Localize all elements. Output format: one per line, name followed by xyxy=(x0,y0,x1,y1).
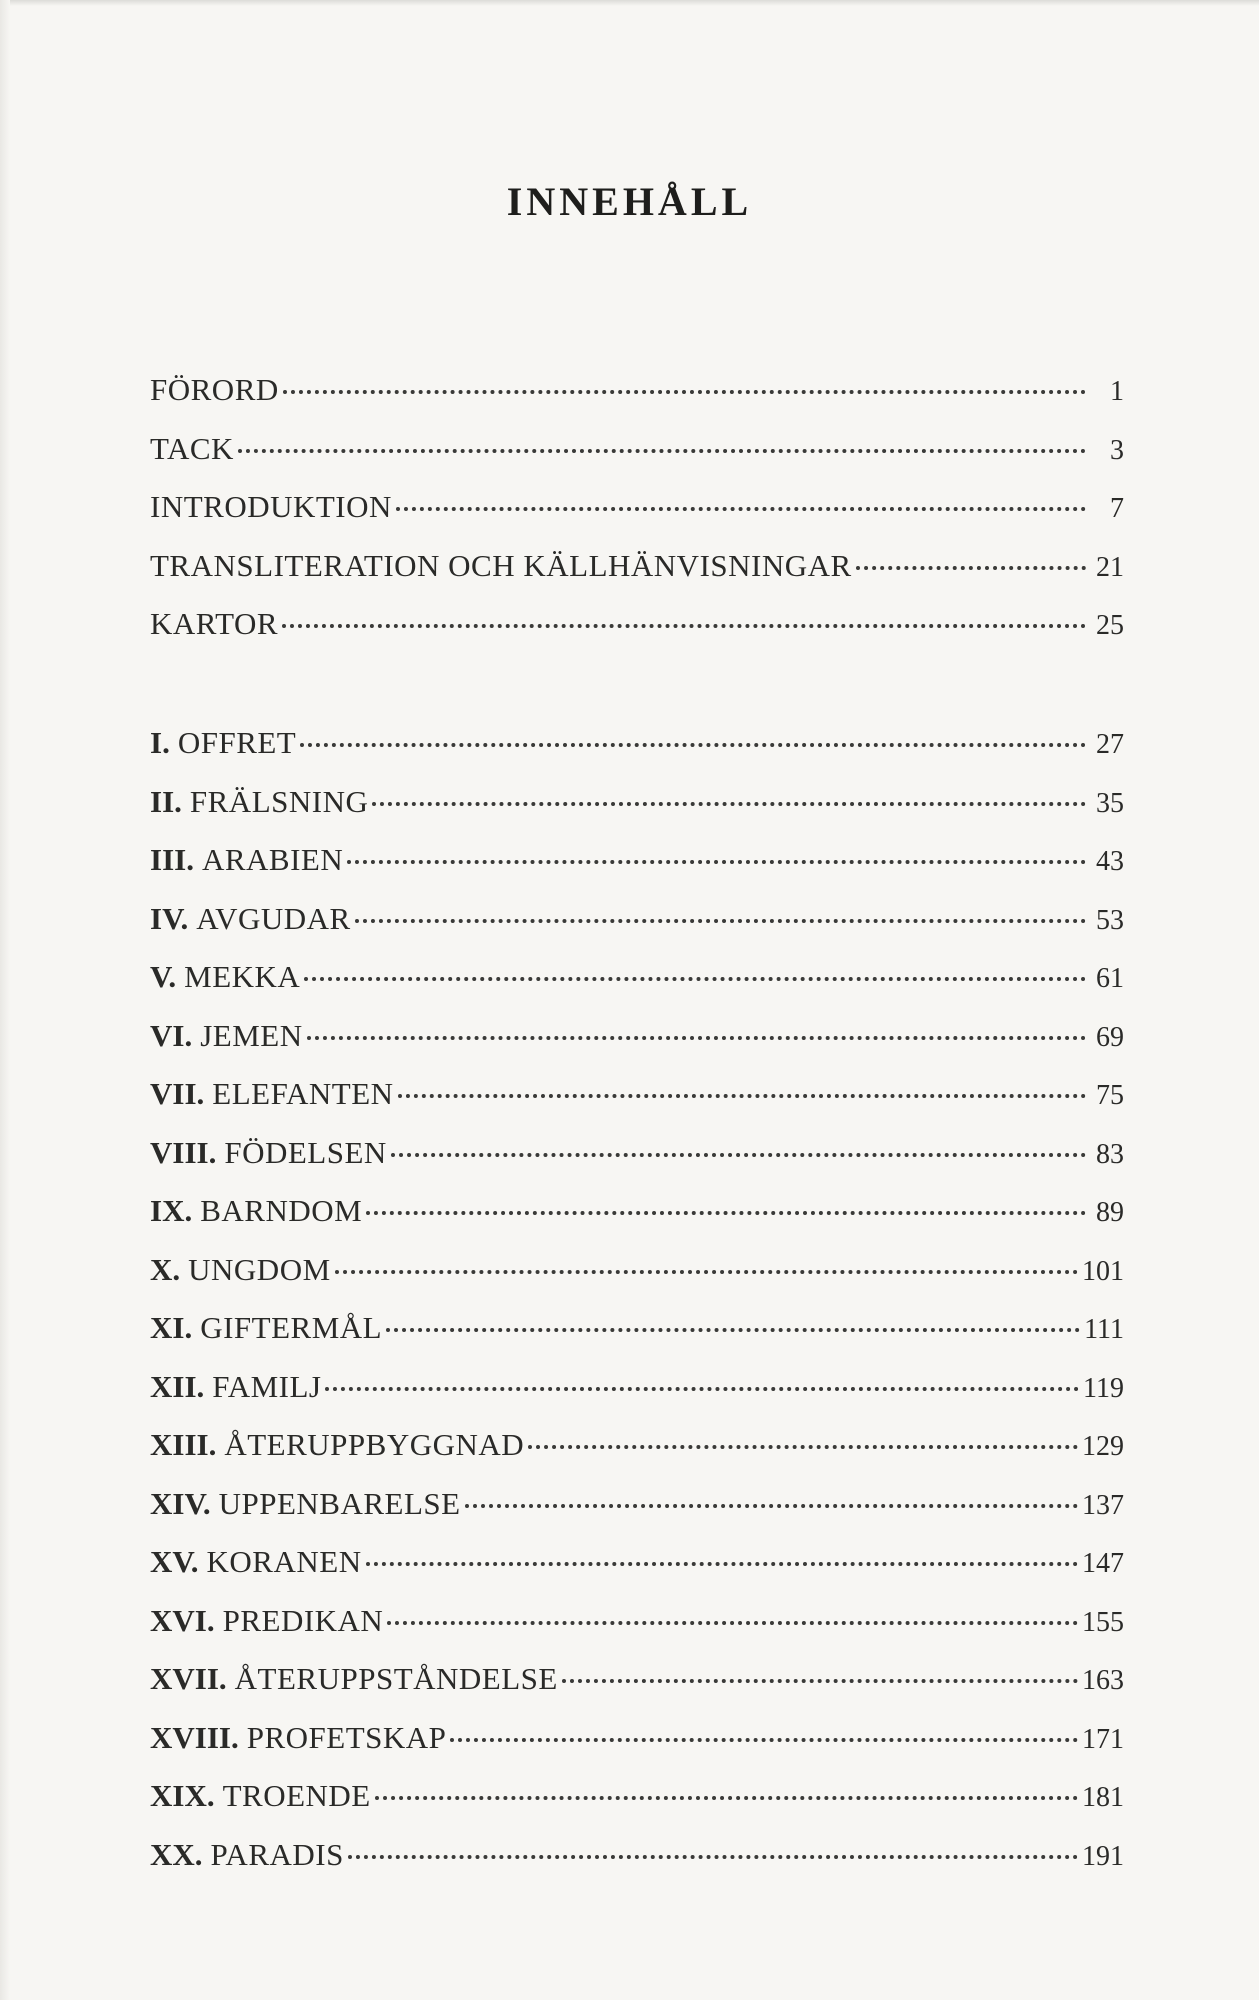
dot-leader xyxy=(355,919,1086,923)
page-number: 53 xyxy=(1096,904,1124,936)
entry-title: MEKKA xyxy=(184,959,301,994)
page-number: 7 xyxy=(1110,493,1124,524)
entry-title: AVGUDAR xyxy=(196,900,351,936)
page-number: 27 xyxy=(1096,729,1124,760)
entry-title: ARABIEN xyxy=(201,842,344,877)
toc-chapter-entry xyxy=(150,1720,1124,1779)
toc-chapter-entry xyxy=(150,1661,1124,1720)
page-number: 137 xyxy=(1082,1489,1124,1521)
entry-title: TRANSLITERATION OCH KÄLLHÄNVISNINGAR xyxy=(150,547,852,583)
toc-entry xyxy=(150,431,1124,490)
chapter-number: VIII. xyxy=(150,1134,217,1170)
toc-entry xyxy=(150,372,1124,431)
toc-chapter-entry xyxy=(150,1837,1124,1896)
toc-chapter-entry xyxy=(150,1369,1124,1428)
entry-title: OFFRET xyxy=(177,725,297,760)
entry-title: PREDIKAN xyxy=(222,1602,384,1638)
entry-title: JEMEN xyxy=(200,1017,303,1053)
chapter-number: XX. xyxy=(150,1836,203,1872)
toc-chapter-entry xyxy=(150,901,1124,960)
dot-leader xyxy=(300,743,1086,747)
page-number: 129 xyxy=(1082,1431,1124,1462)
page-number: 155 xyxy=(1082,1606,1124,1638)
page-number: 119 xyxy=(1083,1372,1124,1404)
dot-leader xyxy=(348,1855,1078,1859)
chapter-number: IX. xyxy=(150,1193,193,1228)
dot-leader xyxy=(465,1504,1078,1508)
toc-chapter-entry xyxy=(150,1544,1124,1603)
entry-title: BARNDOM xyxy=(200,1193,363,1228)
chapter-number: X. xyxy=(150,1251,181,1287)
page-title: INNEHÅLL xyxy=(506,179,753,224)
chapter-number: VI. xyxy=(150,1017,193,1053)
toc-chapter-entry xyxy=(150,1486,1124,1545)
toc-chapter-entry xyxy=(150,959,1124,1018)
dot-leader xyxy=(347,860,1086,864)
dot-leader xyxy=(528,1445,1078,1449)
dot-leader xyxy=(386,1328,1080,1332)
dot-leader xyxy=(856,566,1086,570)
page-number: 171 xyxy=(1082,1723,1124,1755)
toc-chapter-entry xyxy=(150,1018,1124,1077)
toc-chapter-entry xyxy=(150,1603,1124,1662)
page-number: 75 xyxy=(1096,1080,1124,1111)
entry-title: INTRODUKTION xyxy=(150,489,392,524)
dot-leader xyxy=(391,1153,1086,1157)
chapter-number: V. xyxy=(150,959,177,994)
page-number: 147 xyxy=(1082,1548,1124,1579)
toc-chapter-entry xyxy=(150,1193,1124,1252)
dot-leader xyxy=(562,1679,1078,1683)
page-number: 1 xyxy=(1110,376,1124,407)
entry-title: FÖDELSEN xyxy=(224,1134,387,1170)
dot-leader xyxy=(372,802,1086,806)
page-number: 191 xyxy=(1082,1840,1124,1872)
chapter-number: XIX. xyxy=(150,1778,215,1813)
entry-title: ELEFANTEN xyxy=(212,1076,394,1111)
page-number: 3 xyxy=(1110,434,1124,466)
dot-leader xyxy=(366,1211,1086,1215)
page-number: 25 xyxy=(1096,610,1124,641)
toc-chapter-entry xyxy=(150,784,1124,843)
page-left-shade xyxy=(0,0,10,2000)
chapter-number: XII. xyxy=(150,1368,205,1404)
entry-title: KARTOR xyxy=(150,606,279,641)
dot-leader xyxy=(307,1036,1086,1040)
dot-leader xyxy=(238,449,1086,453)
dot-leader xyxy=(398,1094,1086,1098)
entry-title: UNGDOM xyxy=(188,1251,331,1287)
toc-chapter-entry xyxy=(150,1252,1124,1311)
page-number: 83 xyxy=(1096,1138,1124,1170)
entry-title: PROFETSKAP xyxy=(246,1719,447,1755)
dot-leader xyxy=(366,1562,1078,1566)
page-number: 89 xyxy=(1096,1197,1124,1228)
dot-leader xyxy=(450,1738,1078,1742)
chapter-number: VII. xyxy=(150,1076,205,1111)
dot-leader xyxy=(304,977,1086,981)
dot-leader xyxy=(283,390,1086,394)
entry-title: TACK xyxy=(150,430,234,466)
dot-leader xyxy=(325,1387,1079,1391)
page-number: 181 xyxy=(1082,1782,1124,1813)
chapter-number: I. xyxy=(150,725,170,760)
dot-leader xyxy=(387,1621,1078,1625)
page-number: 61 xyxy=(1096,963,1124,994)
toc-chapter-entry xyxy=(150,1076,1124,1135)
entry-title: FÖRORD xyxy=(150,372,279,407)
toc-chapter-entry xyxy=(150,842,1124,901)
dot-leader xyxy=(335,1270,1078,1274)
page-top-edge xyxy=(0,0,1259,6)
chapter-number: II. xyxy=(150,783,182,819)
entry-title: ÅTERUPPSTÅNDELSE xyxy=(234,1661,558,1696)
chapter-number: IV. xyxy=(150,900,189,936)
toc-chapter-entry xyxy=(150,1778,1124,1837)
dot-leader xyxy=(396,507,1086,511)
page-number: 35 xyxy=(1096,787,1124,819)
page-number: 101 xyxy=(1082,1255,1124,1287)
chapter-number: XVII. xyxy=(150,1661,227,1696)
chapter-number: XI. xyxy=(150,1310,193,1345)
entry-title: KORANEN xyxy=(206,1544,362,1579)
entry-title: UPPENBARELSE xyxy=(218,1485,461,1521)
page-number: 69 xyxy=(1096,1021,1124,1053)
chapter-number: III. xyxy=(150,842,194,877)
chapter-number: XV. xyxy=(150,1544,199,1579)
toc-chapter-entry xyxy=(150,1310,1124,1369)
toc-entry xyxy=(150,548,1124,607)
toc-entry xyxy=(150,489,1124,548)
toc-entry xyxy=(150,606,1124,665)
toc-chapter-list xyxy=(150,725,1124,1895)
entry-title: FAMILJ xyxy=(212,1368,322,1404)
toc-front-matter-list xyxy=(150,372,1124,665)
entry-title: GIFTERMÅL xyxy=(200,1310,383,1345)
page-number: 163 xyxy=(1082,1665,1124,1696)
toc-chapter-entry xyxy=(150,1427,1124,1486)
chapter-number: XVIII. xyxy=(150,1719,239,1755)
dot-leader xyxy=(282,624,1086,628)
entry-title: PARADIS xyxy=(210,1836,344,1872)
page-number: 43 xyxy=(1096,846,1124,877)
page-number: 111 xyxy=(1084,1314,1124,1345)
dot-leader xyxy=(375,1796,1078,1800)
entry-title: TROENDE xyxy=(222,1778,371,1813)
entry-title: ÅTERUPPBYGGNAD xyxy=(224,1427,525,1462)
chapter-number: XIII. xyxy=(150,1427,217,1462)
toc-chapter-entry xyxy=(150,725,1124,784)
chapter-number: XIV. xyxy=(150,1485,211,1521)
page-number: 21 xyxy=(1096,551,1124,583)
entry-title: FRÄLSNING xyxy=(189,783,369,819)
chapter-number: XVI. xyxy=(150,1602,215,1638)
toc-chapter-entry xyxy=(150,1135,1124,1194)
